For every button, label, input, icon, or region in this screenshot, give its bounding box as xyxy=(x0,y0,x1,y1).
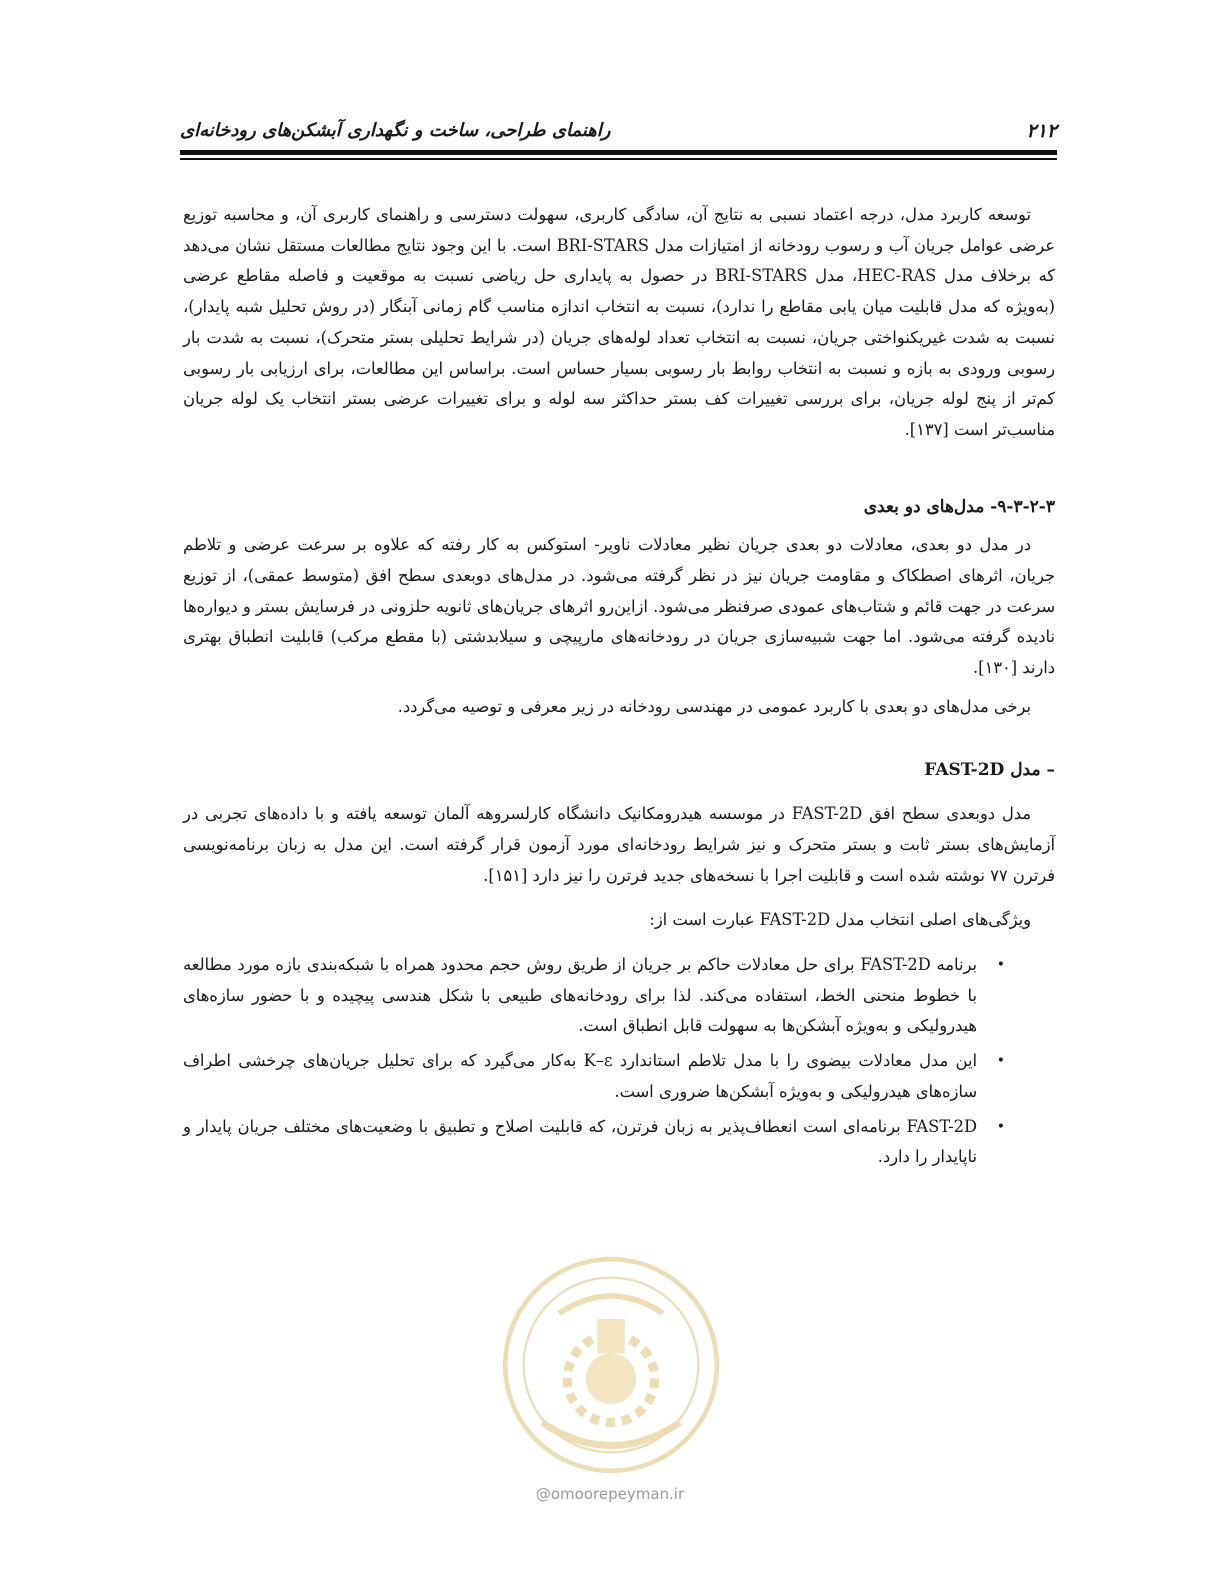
page-number: ۲۱۲ xyxy=(1026,120,1057,142)
body-text xyxy=(183,200,1055,1177)
list-item xyxy=(183,1046,1055,1107)
header-rule-thick xyxy=(180,150,1057,155)
list-item-text: FAST-2D برنامه‌ای است انعطاف‌پذیر به زبان فرترن، که قابلیت اصلاح و تطبیق با وضعیت‌های مختلف جریان پایدار و ناپایدار را دارد. xyxy=(183,1116,977,1167)
list-item xyxy=(183,1112,1055,1173)
feature-list xyxy=(183,950,1055,1173)
section-heading-2d-models: ۹-۳-۲-۳- مدل‌های دو بعدی xyxy=(863,496,1055,517)
bullet-icon: • xyxy=(996,1118,1005,1135)
bullet-icon: • xyxy=(996,1053,1005,1070)
bullet-icon: • xyxy=(996,957,1005,974)
watermark-seal-icon xyxy=(496,1250,726,1480)
header-rule-thin xyxy=(180,158,1057,160)
running-title: راهنمای طراحی، ساخت و نگهداری آبشکن‌های رودخانه‌ای xyxy=(180,120,611,141)
paragraph-fast-2d: مدل دوبعدی سطح افق FAST-2D در موسسه هیدرومکانیک دانشگاه کارلسروهه آلمان توسعه یافته و با داده‌های تجربی در آزمایش‌های بستر ثابت و بستر متحرک و نیز شرایط رودخانه‌ای مورد آزمون قرار گرفته است. این مدل به زبان برنامه‌نویسی فرترن ۷۷ نوشته شده است و قابلیت اجرا با نسخه‌های جدید فرترن را نیز دارد [۱۵۱]. xyxy=(183,804,1055,885)
paragraph-bri-stars: توسعه کاربرد مدل، درجه اعتماد نسبی به نتایج آن، سادگی کاربری، سهولت دسترسی و راهنمای کاربری آن، و محاسبه توزیع عرضی عوامل جریان آب و رسوب رودخانه از امتیازات مدل BRI-STARS است. با این وجود نتایج مطالعات مستقل نشان می‌دهد که برخلاف مدل HEC-RAS، مدل BRI-STARS در حصول به پایداری حل ریاضی نسبت به موقعیت و فاصله مقاطع عرضی (به‌ویژه که مدل قابلیت میان یابی مقاطع را ندارد)، نسبت به انتخاب اندازه مناسب گام زمانی آبنگار (در روش تحلیل شبه پایدار)، نسبت به شدت غیریکنواختی جریان، نسبت به انتخاب تعداد لوله‌های جریان (در شرایط تحلیلی بستر متحرک)، نسبت به شدت بار رسوبی ورودی به بازه و نسبت به انتخاب روابط بار رسوبی بسیار حساس است. براساس این مطالعات، برای ارزیابی بار رسوبی کم‌تر از پنج لوله جریان، برای بررسی تغییرات کف بستر حداکثر سه لوله و برای تغییرات عرضی بستر انتخاب یک لوله جریان مناسب‌تر است [۱۳۷]. xyxy=(183,205,1055,439)
paragraph-fast-2d-features: ویژگی‌های اصلی انتخاب مدل FAST-2D عبارت است از: xyxy=(649,910,1031,930)
paragraph-2d-intro: در مدل دو بعدی، معادلات دو بعدی جریان نظیر معادلات ناویر- استوکس به کار رفته که علاوه بر سرعت عرضی و تلاطم جریان، اثرهای اصطکاک و مقاومت جریان نیز در نظر گرفته می‌شود. در مدل‌های دوبعدی سطح افق (متوسط عمقی)، از توزیع سرعت در جهت قائم و شتاب‌های عمودی صرفنظر می‌شود. ازاین‌رو اثرهای جریان‌های ثانویه حلزونی در فرسایش بستر و دیواره‌ها نادیده گرفته می‌شود. اما جهت شبیه‌سازی جریان در رودخانه‌های مارپیچی و سیلابدشتی (با مقطع مرکب) قابلیت انطباق بهتری دارند [۱۳۰]. xyxy=(183,535,1055,678)
watermark-url: @omoorepeyman.ir xyxy=(535,1485,685,1503)
list-item-text: برنامه FAST-2D برای حل معادلات حاکم بر جریان از طریق روش حجم محدود همراه با شبکه‌بندی بازه مورد مطالعه با خطوط منحنی الخط، استفاده می‌کند. لذا برای رودخانه‌های طبیعی با شکل هندسی پیچیده و با حضور سازه‌های هیدرولیکی و به‌ویژه آبشکن‌ها به سهولت قابل انطباق است. xyxy=(183,955,977,1036)
page-header xyxy=(180,118,1057,148)
list-item-text: این مدل معادلات بیضوی را با مدل تلاطم استاندارد K–ε به‌کار می‌گیرد که برای تحلیل جریان‌های چرخشی اطراف سازه‌های هیدرولیکی و به‌ویژه آبشکن‌ها ضروری است. xyxy=(183,1051,977,1101)
subsection-heading-fast-2d: – مدل FAST-2D xyxy=(924,759,1055,780)
paragraph-2d-list-intro: برخی مدل‌های دو بعدی با کاربرد عمومی در مهندسی رودخانه در زیر معرفی و توصیه می‌گردد. xyxy=(397,696,1031,716)
list-item xyxy=(183,950,1055,1042)
